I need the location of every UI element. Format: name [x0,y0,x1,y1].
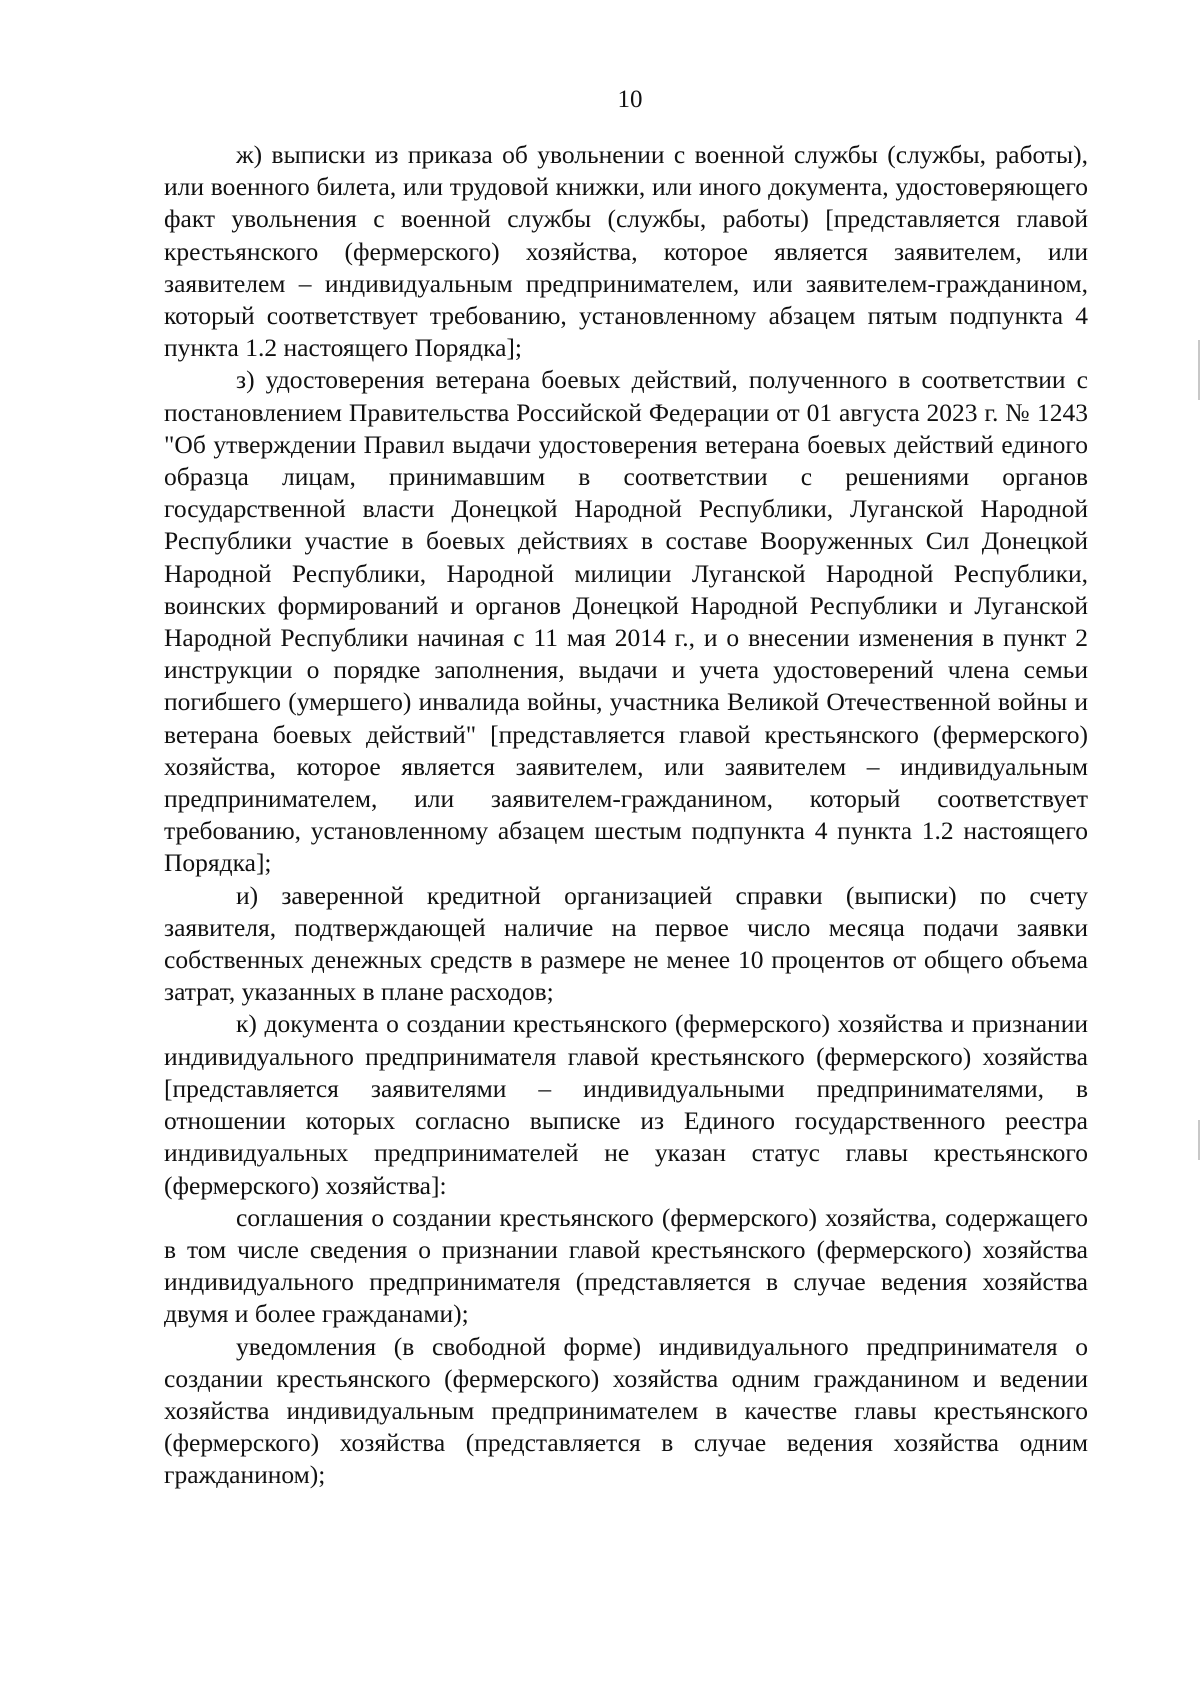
paragraph-k: к) документа о создании крестьянского (фермерского) хозяйства и признании индивидуального предпринимателя главой крестьянского (фермерского) хозяйства [представляется заявителями – индивидуальными предпринимателями, в отношении которых согласно выписке из Единого государственного реестра индивидуальных предпринимателей не указан статус главы крестьянского (фермерского) хозяйства]: [164,1009,1088,1200]
paragraph-agreement: соглашения о создании крестьянского (фермерского) хозяйства, содержащего в том числе сведения о признании главой крестьянского (фермерского) хозяйства индивидуального предпринимателя (представляется в случае ведения хозяйства двумя и более гражданами); [164,1202,1088,1329]
paragraph-notification: уведомления (в свободной форме) индивидуального предпринимателя о создании крестьянского (фермерского) хозяйства одним гражданином и ведении хозяйства индивидуальным предпринимателем в качестве главы крестьянского (фермерского) хозяйства (представляется в случае ведения хозяйства одним гражданином); [164,1331,1088,1490]
paragraph-zh: ж) выписки из приказа об увольнении с военной службы (службы, работы), или военного билета, или трудовой книжки, или иного документа, удостоверяющего факт увольнения с военной службы (службы, работы) [представляется главой крестьянского (фермерского) хозяйства, которое является заявителем, или заявителем – индивидуальным предпринимателем, или заявителем-гражданином, который соответствует требованию, установленному абзацем пятым подпункта 4 пункта 1.2 настоящего Порядка]; [164,140,1088,363]
document-body [164,139,1088,1492]
paragraph-z: з) удостоверения ветерана боевых действий, полученного в соответствии с постановлением Правительства Российской Федерации от 01 августа 2023 г. № 1243 "Об утверждении Правил выдачи удостоверения ветерана боевых действий единого образца лицам, принимавшим в соответствии с решениями органов государственной власти Донецкой Народной Республики, Луганской Народной Республики участие в боевых действиях в составе Вооруженных Сил Донецкой Народной Республики, Народной милиции Луганской Народной Республики, воинских формирований и органов Донецкой Народной Республики и Луганской Народной Республики начиная с 11 мая 2014 г., и о внесении изменения в пункт 2 инструкции о порядке заполнения, выдачи и учета удостоверений члена семьи погибшего (умершего) инвалида войны, участника Великой Отечественной войны и ветерана боевых действий" [представляется главой крестьянского (фермерского) хозяйства, которое является заявителем, или заявителем – индивидуальным предпринимателем, или заявителем-гражданином, который соответствует требованию, установленному абзацем шестым подпункта 4 пункта 1.2 настоящего Порядка]; [164,365,1088,878]
page-number: 10 [617,86,643,113]
paragraph-i: и) заверенной кредитной организацией справки (выписки) по счету заявителя, подтверждающей наличие на первое число месяца подачи заявки собственных денежных средств в размере не менее 10 процентов от общего объема затрат, указанных в плане расходов; [164,880,1088,1007]
